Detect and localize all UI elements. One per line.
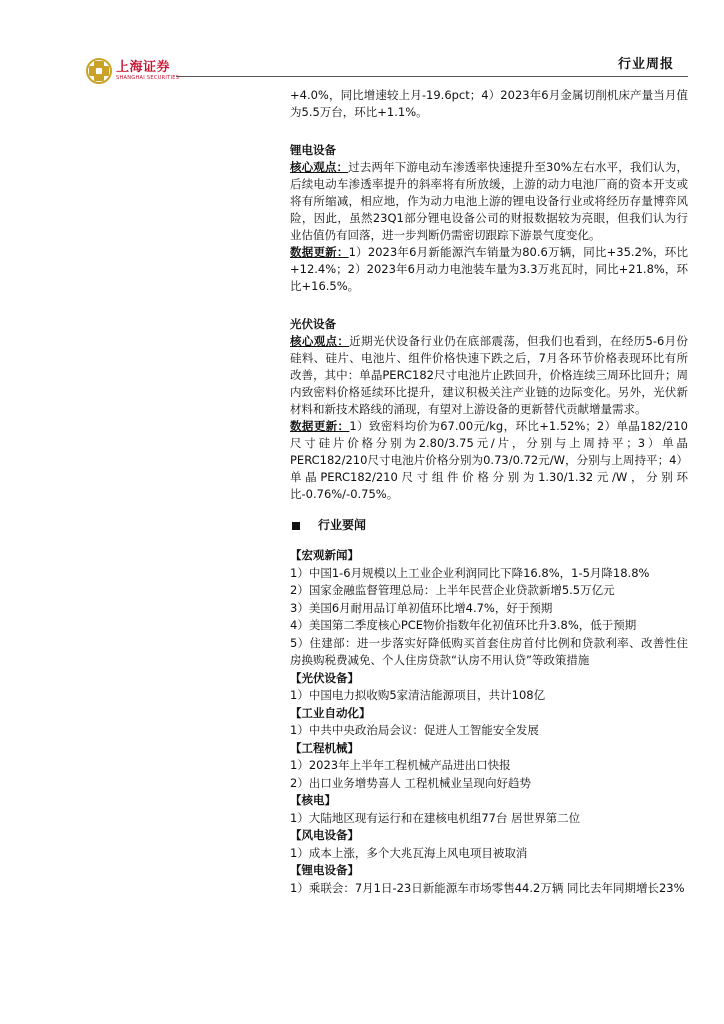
news-category: 【锂电设备】 [290, 863, 359, 877]
news-category: 【宏观新闻】 [290, 548, 359, 562]
news-item: 1）2023年上半年工程机械产品进出口快报 [290, 758, 511, 772]
section-title-pv: 光伏设备 [290, 317, 336, 331]
intro-paragraph: +4.0%，同比增速较上月-19.6pct；4）2023年6月金属切削机床产量当月值为5.5万台，环比+1.1%。 [290, 88, 688, 119]
lithium-core-view [290, 159, 688, 244]
pv-data-update [290, 418, 688, 503]
core-view-text: 过去两年下游电动车渗透率快速提升至30%左右水平，我们认为，后续电动车渗透率提升的斜率将有所放缓，上游的动力电池厂商的资本开支或将有所缩减，相应地，作为动力电池上游的锂电设备行业或将经历存量博弈风险，因此，虽然23Q1部分锂电设备公司的财报数据较为亮眼，但我们认为行业估值仍有回落，进一步判断仍需密切跟踪下游景气度变化。 [290, 160, 689, 242]
lithium-data-update [290, 244, 688, 295]
section-title-lithium: 锂电设备 [290, 143, 336, 157]
news-item: 4）美国第二季度核心PCE物价指数年化初值环比升3.8%，低于预期 [290, 618, 637, 632]
news-item: 2）国家金融监督管理总局：上半年民营企业贷款新增5.5万亿元 [290, 583, 615, 597]
news-item: 1）乘联会：7月1日-23日新能源车市场零售44.2万辆 同比去年同期增长23% [290, 880, 685, 895]
data-update-text: 1）致密料均价为67.00元/kg，环比+1.52%；2）单晶182/210尺寸硅片价格分别为2.80/3.75元/片，分别与上周持平；3）单晶PERC182/210尺寸电池片价格分别为0.73/0.72元/W，分别与上周持平；4）单晶PERC182/210尺寸组件价格分别为1.30/1.32元/W，分别环比-0.76%/-0.75%。 [290, 419, 688, 501]
industry-news-heading [290, 517, 688, 534]
data-update-label: 数据更新： [290, 245, 349, 259]
square-bullet-icon [292, 522, 300, 530]
news-item: 3）美国6月耐用品订单初值环比增4.7%，好于预期 [290, 600, 553, 615]
news-item: 1）中共中央政治局会议：促进人工智能安全发展 [290, 723, 539, 737]
core-view-label: 核心观点： [290, 160, 349, 174]
news-category: 【光伏设备】 [290, 670, 359, 685]
news-category: 【核电】 [290, 793, 336, 807]
news-category: 【工业自动化】 [290, 705, 371, 720]
brand-name-cn: 上海证券 [116, 60, 171, 75]
news-item: 2）出口业务增势喜人 工程机械业呈现向好趋势 [290, 775, 531, 790]
logo-emblem-icon [86, 58, 112, 84]
core-view-label: 核心观点： [290, 334, 350, 348]
core-view-text: 近期光伏设备行业仍在底部震荡，但我们也看到，在经历5-6月份硅料、硅片、电池片、组件价格快速下跌之后，7月各环节价格表现环比有所改善，其中：单晶PERC182尺寸电池片止跌回升，价格连续三周环比回升；周内致密料价格延续环比提升，建议积极关注产业链的边际变化。另外，光伏新材料和新技术路线的涌现，有望对上游设备的更新替代贡献增量需求。 [290, 334, 689, 416]
header-divider [176, 76, 688, 77]
industry-news-list [290, 547, 688, 897]
brand-name-en: SHANGHAI SECURITIES [116, 75, 180, 81]
news-item: 1）大陆地区现有运行和在建核电机组77台 居世界第二位 [290, 810, 581, 825]
report-body [290, 87, 688, 897]
pv-core-view [290, 333, 688, 418]
news-item: 1）中国1-6月规模以上工业企业利润同比下降16.8%，1-5月降18.8% [290, 565, 650, 580]
news-item: 1）中国电力拟收购5家清洁能源项目，共计108亿 [290, 688, 546, 702]
news-item: 1）成本上涨，多个大兆瓦海上风电项目被取消 [290, 845, 528, 860]
industry-news-title: 行业要闻 [318, 518, 367, 532]
data-update-label: 数据更新： [290, 419, 350, 433]
page-header [0, 0, 724, 80]
news-item: 5）住建部：进一步落实好降低购买首套住房首付比例和贷款利率、改善性住房换购税费减免、个人住房贷款“认房不用认贷”等政策措施 [290, 635, 688, 667]
data-update-text: 1）2023年6月新能源汽车销量为80.6万辆，同比+35.2%，环比+12.4%；2）2023年6月动力电池装车量为3.3万兆瓦时，同比+21.8%，环比+16.5%。 [290, 245, 689, 293]
report-type-label: 行业周报 [617, 57, 674, 72]
company-logo [86, 58, 179, 84]
news-category: 【工程机械】 [290, 740, 359, 755]
news-category: 【风电设备】 [290, 828, 359, 842]
